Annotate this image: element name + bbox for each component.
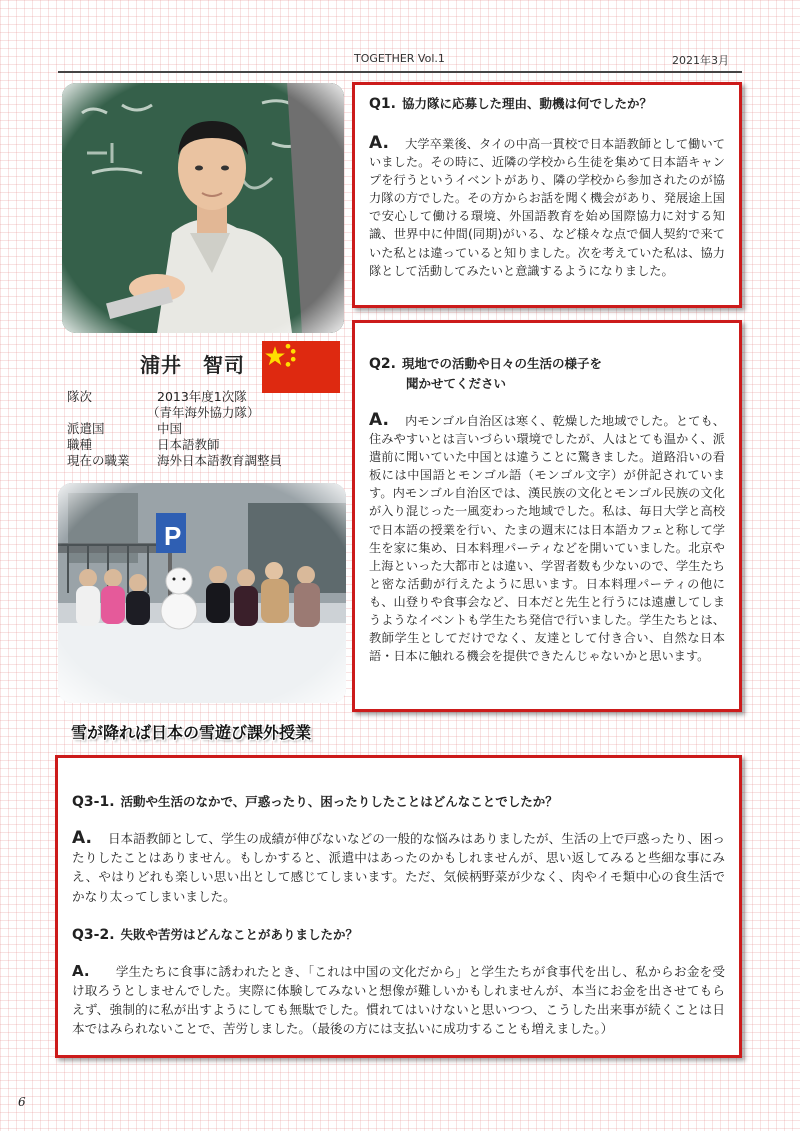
snow-scene-illustration [58,483,346,703]
q2-box [352,320,742,712]
q3-2-title [72,925,725,945]
q2-answer-label: A. [369,410,389,430]
photo-caption: 雪が降れば日本の雪遊び課外授業 [71,723,312,742]
q3-1-answer-label: A. [72,828,92,848]
q3-box [55,755,742,1058]
profile-row-current [67,453,282,470]
q1-title [369,94,725,114]
q3-2-answer-label: A. [72,961,90,980]
q2-answer: 内モンゴル自治区は寒く、乾燥した地域でした。とても、住みやすいとは言いづらい環境でしたが、人はとても温かく、派遣前に聞いていた中国とは違うことに驚きました。道路沿いの看板には中国語とモンゴル語（モンゴル文字）が併記されています。内モンゴル自治区では、漢民族の文化とモンゴル民族の文化が入り混じった一風変わった地域でした。私は、毎日大学と高校で日本語の授業を行い、たまの週末には日本語カフェと称して学生を家に集め、日本料理パーティなどを開いていました。北京や上海といった大都市とは違い、学習者数も少ないので、学生たちと密な活動が行えたように思います。日本料理パーティの他にも、山登りや食事会など、日本だと先生と行うには遠慮してしまうようなイベントも学生たち発信で行いました。学生たちとは、教師学生としてだけでなく、友達として付き合い、自然な日本語・日本に触れる機会を提供できたんじゃないかと思います。 [369,414,725,664]
q3-2-question: 失敗や苦労はどんなことがありましたか？ [120,926,359,942]
profile-row-job [67,437,220,454]
profile-value: 中国 [157,421,183,436]
profile-value: 海外日本語教育調整員 [157,453,283,468]
q1-question: 協力隊に応募した理由、動機は何でしたか？ [401,96,652,111]
q1-answer-label: A. [369,133,389,153]
china-flag-icon [261,341,341,393]
q3-2-answer: 学生たちに食事に誘われたとき、「これは中国の文化だから」と学生たちが食事代を出し、私からお金を受け取ろうとしませんでした。実際に体験してみないと想像が難しいかもしれませんが、本当にお金を出させてもらえず、強制的に私が出すようにしても無駄でした。慣れてはいけないと思いつつ、こうした出来事が続くことは日本ではみられないことで、苦労しました。（最後の方には支払いに成功することも増えました。） [72,963,725,1037]
q2-question-line1: 現地での活動や日々の生活の様子を [401,356,602,371]
q1-answer-block [369,134,725,280]
profile-key: 隊次 [67,389,93,404]
profile-key: 現在の職業 [67,453,130,468]
q3-1-number: Q3-1. [72,794,115,810]
profile-key: 派遣国 [67,421,105,436]
q2-number: Q2. [369,356,396,372]
profile-value: 日本語教師 [157,437,220,452]
q2-answer-block [369,411,725,665]
q1-box [352,82,742,308]
newsletter-title: TOGETHER Vol.1 [354,52,445,65]
q2-question-line2: 聞かせてください [406,376,507,391]
q1-number: Q1. [369,96,396,112]
portrait-photo [62,83,344,333]
profile-row-program [67,405,260,422]
q1-answer: 大学卒業後、タイの中高一貫校で日本語教師として働いていました。その時に、近隣の学校から生徒を集めて日本語キャンプを行うというイベントがあり、隣の学校から参加されたのが協力隊の方でした。その方からお話を聞く機会があり、発展途上国で安心して働ける環境、外国語教育を始め国際協力に対する知識、世界中に仲間(同期)がいる、など様々な点で個人契約で来ていた私とは違っていると知りました。次を考えていた私は、協力隊として活動してみたいと意識するようになりました。 [369,137,725,278]
profile-name: 浦井 智司 [140,353,245,377]
profile-key: 職種 [67,437,93,452]
q3-2-number: Q3-2. [72,926,115,943]
q3-2-answer-block [72,962,725,1039]
q3-1-answer: 日本語教師として、学生の成績が伸びないなどの一般的な悩みはありましたが、生活の上で戸惑ったり、困ったりしたことはありません。もしかすると、派遣中はあったのかもしれませんが、思い返してみると些細な事にみえ、やはりどれも楽しい思い出として感じてしまいます。ただ、気候柄野菜が少なく、肉やイモ類中心の食生活でかなり太ってしまいました。 [72,831,725,904]
issue-date: 2021年3月 [672,54,729,67]
profile-value: （青年海外協力隊） [147,405,260,420]
q3-1-question: 活動や生活のなかで、戸惑ったり、困ったりしたことはどんなことでしたか？ [120,794,558,809]
q3-1-answer-block [72,829,725,906]
header-rule [58,71,742,73]
profile-row-term [67,389,247,406]
q3-1-title [72,792,725,812]
profile-value: 2013年度1次隊 [157,389,247,404]
profile-row-country [67,421,182,438]
snow-photo [58,483,346,703]
q2-title [369,354,725,393]
page-number: 6 [18,1095,26,1109]
china-flag [261,341,341,393]
portrait-illustration [62,83,344,333]
